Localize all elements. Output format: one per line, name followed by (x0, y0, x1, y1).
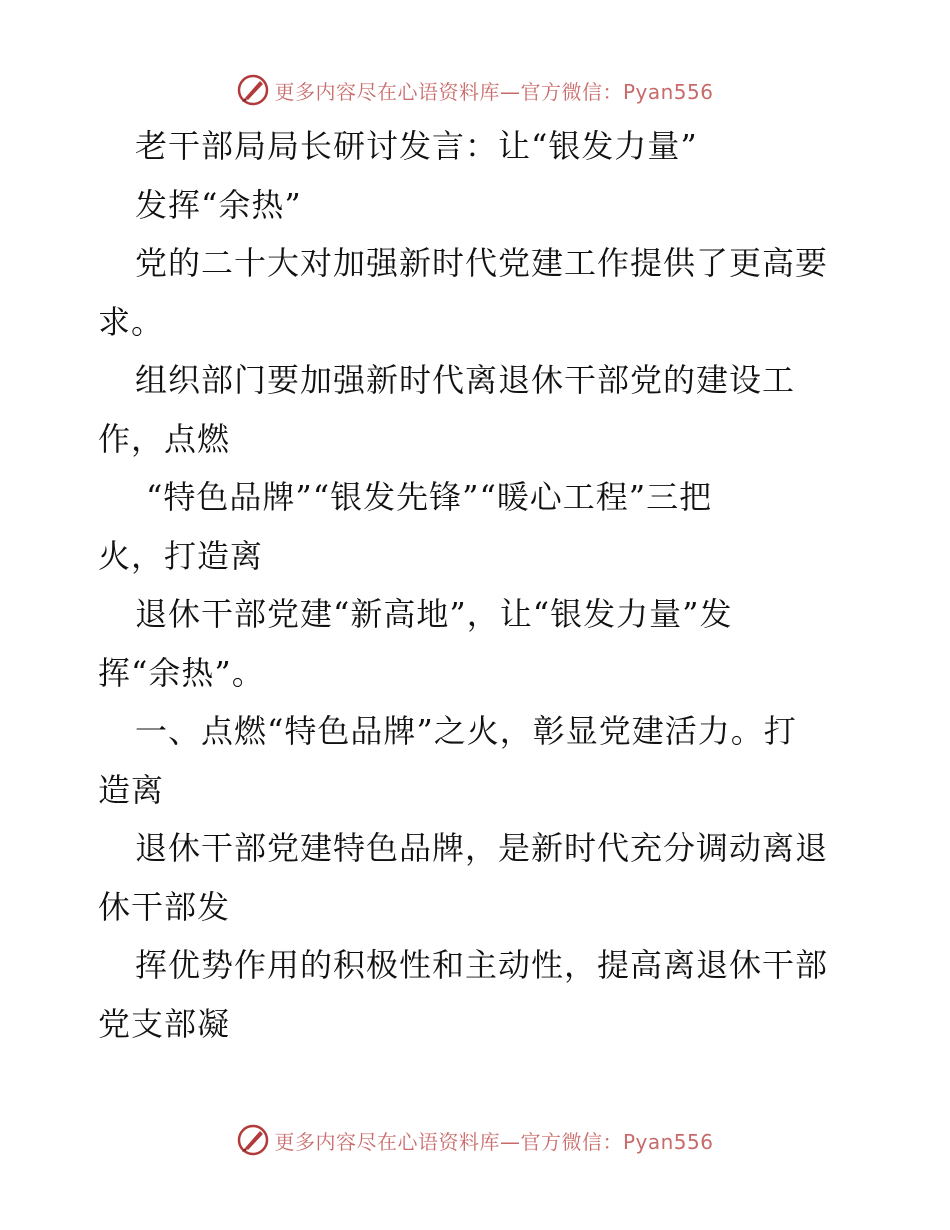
title-line-1: 老干部局局长研讨发言：让“银发力量” (135, 127, 698, 165)
paragraph-line: 党支部凝 (98, 1004, 231, 1043)
document-body (98, 117, 858, 1053)
paragraph-line: 作，点燃 (98, 419, 231, 458)
header-watermark-text: 更多内容尽在心语资料库—官方微信：Pyan556 (274, 79, 714, 104)
paragraph-line: 党的二十大对加强新时代党建工作提供了更高要 (135, 244, 829, 282)
section-heading-line: 一、点燃“特色品牌”之火，彰显党建活力。打 (135, 712, 797, 750)
paragraph-line: 组织部门要加强新时代离退休干部党的建设工 (135, 361, 796, 399)
paragraph-line: 求。 (98, 302, 165, 341)
paragraph-line: “特色品牌”“银发先锋”“暖心工程”三把 (146, 478, 713, 516)
paragraph-line: 火，打造离 (98, 536, 264, 575)
header-watermark-banner (0, 70, 950, 110)
title-line-2: 发挥“余热” (135, 185, 302, 224)
paragraph-line: 退休干部党建特色品牌，是新时代充分调动离退 (135, 829, 829, 867)
footer-watermark-banner (0, 1120, 950, 1160)
paragraph-line: 挥“余热”。 (98, 653, 265, 692)
feather-pen-logo-icon (236, 73, 270, 107)
feather-pen-logo-icon (236, 1123, 270, 1157)
paragraph-line: 退休干部党建“新高地”，让“银发力量”发 (135, 595, 733, 633)
paragraph-line: 挥优势作用的积极性和主动性，提高离退休干部 (135, 946, 829, 984)
paragraph-line: 造离 (98, 770, 165, 809)
paragraph-line: 休干部发 (98, 887, 231, 926)
footer-watermark-text: 更多内容尽在心语资料库—官方微信：Pyan556 (274, 1129, 714, 1154)
